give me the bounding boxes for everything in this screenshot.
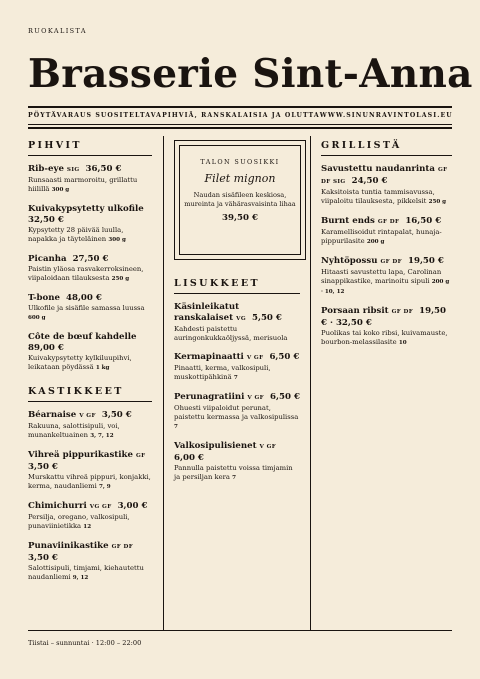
menu-item-name: Kermapinaatti [174, 352, 244, 362]
menu-item-description: Ulkofile ja sisäfile samassa luussa [28, 304, 145, 312]
menu-item-heading [321, 216, 452, 228]
menu-item-description-line [174, 325, 300, 343]
menu-item-description-line [28, 473, 152, 492]
header-rule-top [28, 106, 452, 108]
menu-item-name: Käsinleikatut ranskalaiset [174, 302, 240, 323]
menu-item [28, 204, 152, 245]
menu-item-price: 6,50 € [270, 392, 300, 402]
menu-item-description-line [28, 513, 152, 532]
menu-item [28, 332, 152, 373]
menu-item-detail: 10 [398, 340, 407, 346]
header-rule-mid [28, 124, 452, 125]
featured-dish-inner [179, 145, 301, 255]
menu-item-price: 36,50 € [85, 164, 122, 174]
menu-item-description-line [321, 329, 452, 348]
menu-item-detail: 250 g [111, 276, 130, 282]
menu-item [28, 541, 152, 583]
menu-item-price: 19,50 € [407, 256, 444, 266]
menu-item-detail: 12 [83, 524, 92, 530]
section-rule [28, 155, 152, 156]
dietary-tags: V GF [79, 413, 96, 419]
lisukkeet-list [174, 302, 300, 483]
menu-item-heading [174, 441, 300, 464]
menu-item-name: Kuivakypsytetty ulkofile [28, 204, 144, 214]
column-divider-left [163, 136, 164, 630]
menu-item-description: Pannulla paistettu voissa timjamin ja persiljan kera [174, 464, 293, 481]
menu-item-name: Valkosipulisienet [174, 441, 257, 451]
menu-item-price: 24,50 € [351, 176, 388, 186]
featured-dish-box [174, 140, 306, 260]
menu-item-description: Puolikas tai koko ribsi, kuivamauste, bourbon-melassilasite [321, 329, 448, 346]
menu-item-heading [321, 256, 452, 268]
menu-item-description-line [28, 422, 152, 441]
dietary-tags: V GF [259, 444, 277, 450]
menu-item-description-line [28, 564, 152, 583]
menu-item-heading [28, 410, 152, 422]
menu-eyebrow: RUOKALISTA [28, 27, 87, 35]
section-rule [174, 293, 300, 294]
menu-item-name: Burnt ends [321, 216, 375, 226]
menu-item [174, 302, 300, 343]
menu-item-description-line [174, 404, 300, 432]
menu-item-description: Kahdesti paistettu auringonkukkaöljyssä, merisuola [174, 325, 288, 342]
menu-item-detail: 200 g · 10, 12 [321, 279, 450, 295]
pihvit-list [28, 164, 152, 373]
menu-item-description: Hitaasti savustettu lapa, Carolinan sinappikastike, marinoitu sipuli [321, 268, 442, 285]
menu-item-description-line [28, 226, 152, 245]
featured-label: TALON SUOSIKKI [200, 158, 280, 166]
menu-item-description-line [321, 228, 452, 247]
menu-item-price: 27,50 € [72, 254, 109, 264]
menu-item-heading [28, 164, 152, 176]
featured-title: Filet mignon [204, 172, 276, 185]
dietary-tags: SIG [66, 167, 80, 173]
menu-item-heading [28, 501, 152, 513]
menu-item [174, 441, 300, 483]
section-heading-grillista: GRILLISTÄ [321, 140, 402, 151]
menu-item-detail: 250 g [428, 199, 447, 205]
section-rule [321, 155, 452, 156]
menu-item-description-line [28, 304, 152, 323]
menu-item-detail: 200 g [366, 239, 385, 245]
opening-hours: Tiistai – sunnuntai · 12:00 – 22:00 [28, 639, 142, 647]
menu-item-name: Picanha [28, 254, 67, 264]
left-column [28, 136, 152, 592]
right-column [321, 136, 452, 357]
dietary-tags: VG [236, 316, 246, 322]
menu-item-price: 89,00 € [28, 343, 64, 353]
menu-item-price: 5,50 € [251, 313, 282, 323]
menu-item-name: Chimichurri [28, 501, 87, 511]
menu-item-heading [28, 293, 152, 304]
menu-item [28, 254, 152, 284]
menu-item-price: 3,50 € [28, 553, 58, 563]
menu-item-price: 3,00 € [117, 501, 148, 511]
dietary-tags: GF DF [111, 544, 134, 550]
menu-item [28, 293, 152, 323]
menu-item-price: 19,50 € · 32,50 € [321, 306, 447, 328]
menu-item [28, 450, 152, 492]
menu-item-price: 3,50 € [28, 462, 58, 472]
menu-item-heading [321, 164, 452, 188]
menu-item-name: Côte de bœuf kahdelle [28, 332, 137, 342]
menu-item [174, 392, 300, 432]
menu-item-price: 16,50 € [405, 216, 442, 226]
menu-item-name: Béarnaise [28, 410, 77, 420]
menu-item [28, 410, 152, 441]
menu-item-detail: 9, 12 [72, 575, 89, 581]
menu-item-description: Karamellisoidut rintapalat, hunaja-pippurilasite [321, 228, 442, 245]
section-heading-kastikkeet: KASTIKKEET [28, 386, 124, 397]
menu-item-heading [28, 204, 152, 226]
menu-item-heading [174, 392, 300, 404]
menu-item-heading [174, 302, 300, 325]
menu-item-description: Pinaatti, kerma, valkosipuli, muskottipähkinä [174, 364, 271, 381]
menu-item-name: Nyhtöpossu [321, 256, 378, 266]
menu-item-name: Perunagratiini [174, 392, 245, 402]
dietary-tags: VG GF [89, 504, 112, 510]
menu-item-detail: 300 g [108, 237, 126, 243]
menu-item-name: Porsaan ribsit [321, 306, 389, 316]
menu-item-description: Ohuesti viipaloidut perunat, paistettu kermassa ja valkosipulissa [174, 404, 299, 421]
menu-item-description: Runsaasti marmoroitu, grillattu hiilillä [28, 176, 138, 193]
menu-item-description: Kuivakypsytetty kylkiluupihvi, leikataan pöydässä [28, 354, 132, 371]
menu-item [321, 306, 452, 348]
menu-item-description-line [321, 268, 452, 297]
menu-item-description-line [174, 464, 300, 483]
footer-rule [28, 630, 452, 631]
dietary-tags: GF DF [377, 219, 400, 225]
header-rule-bottom [28, 127, 452, 129]
menu-item [321, 216, 452, 247]
dietary-tags: GF DF [391, 309, 414, 315]
menu-item-description-line [174, 364, 300, 383]
featured-description: Naudan sisäfileen keskiosa, mureinta ja vähärasvaisinta lihaa [184, 191, 296, 208]
menu-item-description: Murskattu vihreä pippuri, konjakki, kerma, naudanliemi [28, 473, 151, 490]
menu-item-detail: 7 [174, 424, 178, 430]
menu-item-name: Punaviinikastike [28, 541, 109, 551]
grillista-list [321, 164, 452, 348]
menu-item-detail: 300 g [51, 187, 70, 193]
menu-item-description: Paistin yläosa rasvakerroksineen, viipaloidaan tilauksesta [28, 265, 144, 282]
menu-item-description: Rakuuna, salottisipuli, voi, munankeltuainen [28, 422, 120, 439]
menu-item-description-line [28, 176, 152, 195]
menu-item-heading [28, 332, 152, 354]
menu-item-detail: 600 g [28, 315, 46, 321]
dietary-tags: GF DF [380, 259, 402, 265]
menu-item [28, 501, 152, 532]
menu-item-heading [28, 450, 152, 473]
section-rule [28, 401, 152, 402]
featured-price: 39,50 € [222, 213, 258, 223]
menu-item-detail: 7 [232, 475, 236, 481]
tagline-row [28, 112, 452, 119]
menu-item-detail: 3, 7, 12 [90, 433, 114, 439]
menu-item-heading [28, 541, 152, 564]
menu-item-description: Kaksitoista tuntia tammisavussa, viipaloitu tilauksesta, pikkelsit [321, 188, 435, 205]
section-heading-lisukkeet: LISUKKEET [174, 278, 260, 289]
menu-item-price: 48,00 € [65, 293, 102, 303]
menu-item-detail: 7 [233, 375, 238, 381]
menu-item-price: 3,50 € [101, 410, 132, 420]
menu-item-description: Persilja, oregano, valkosipuli, punaviinietikka [28, 513, 130, 530]
menu-item-heading [28, 254, 152, 265]
menu-item-price: 32,50 € [28, 215, 64, 225]
menu-item [321, 164, 452, 207]
menu-item-price: 6,50 € [269, 352, 300, 362]
menu-item [321, 256, 452, 297]
menu-item-description: Salottisipuli, timjami, kiehautettu naudanliemi [28, 564, 144, 581]
column-divider-right [310, 136, 311, 630]
restaurant-title: Brasserie Sint-Anna [28, 51, 473, 97]
menu-item-name: T-bone [28, 293, 60, 303]
dietary-tags: V GF [247, 395, 265, 401]
menu-item-description: Kypsytetty 28 päivää luulla, napakka ja täyteläinen [28, 226, 124, 243]
dietary-tags: GF DF SIG [321, 167, 448, 185]
section-heading-pihvit: PIHVIT [28, 140, 82, 151]
menu-item-heading [174, 352, 300, 364]
dietary-tags: V GF [246, 355, 264, 361]
menu-item-price: 6,00 € [174, 453, 204, 463]
menu-item-description-line [321, 188, 452, 207]
menu-item-description-line [28, 354, 152, 373]
tagline-reservation: PÖYTÄVARAUS SUOSITELTAVA [28, 112, 163, 119]
menu-item-name: Vihreä pippurikastike [28, 450, 133, 460]
dietary-tags: GF [135, 453, 146, 459]
menu-item [28, 164, 152, 195]
kastikkeet-list [28, 410, 152, 583]
menu-item-description-line [28, 265, 152, 284]
menu-item-detail: 1 kg [95, 365, 110, 371]
menu-item [174, 352, 300, 383]
center-column [174, 274, 300, 492]
menu-item-name: Rib-eye [28, 164, 64, 174]
menu-item-heading [321, 306, 452, 329]
tagline-offer: PIHVIÄ, RANSKALAISIA JA OLUTTA [162, 112, 320, 119]
menu-item-detail: 7, 9 [98, 484, 111, 490]
tagline-website: WWW.SINUNRAVINTOLASI.EU [319, 112, 453, 119]
menu-item-name: Savustettu naudanrinta [321, 164, 435, 174]
